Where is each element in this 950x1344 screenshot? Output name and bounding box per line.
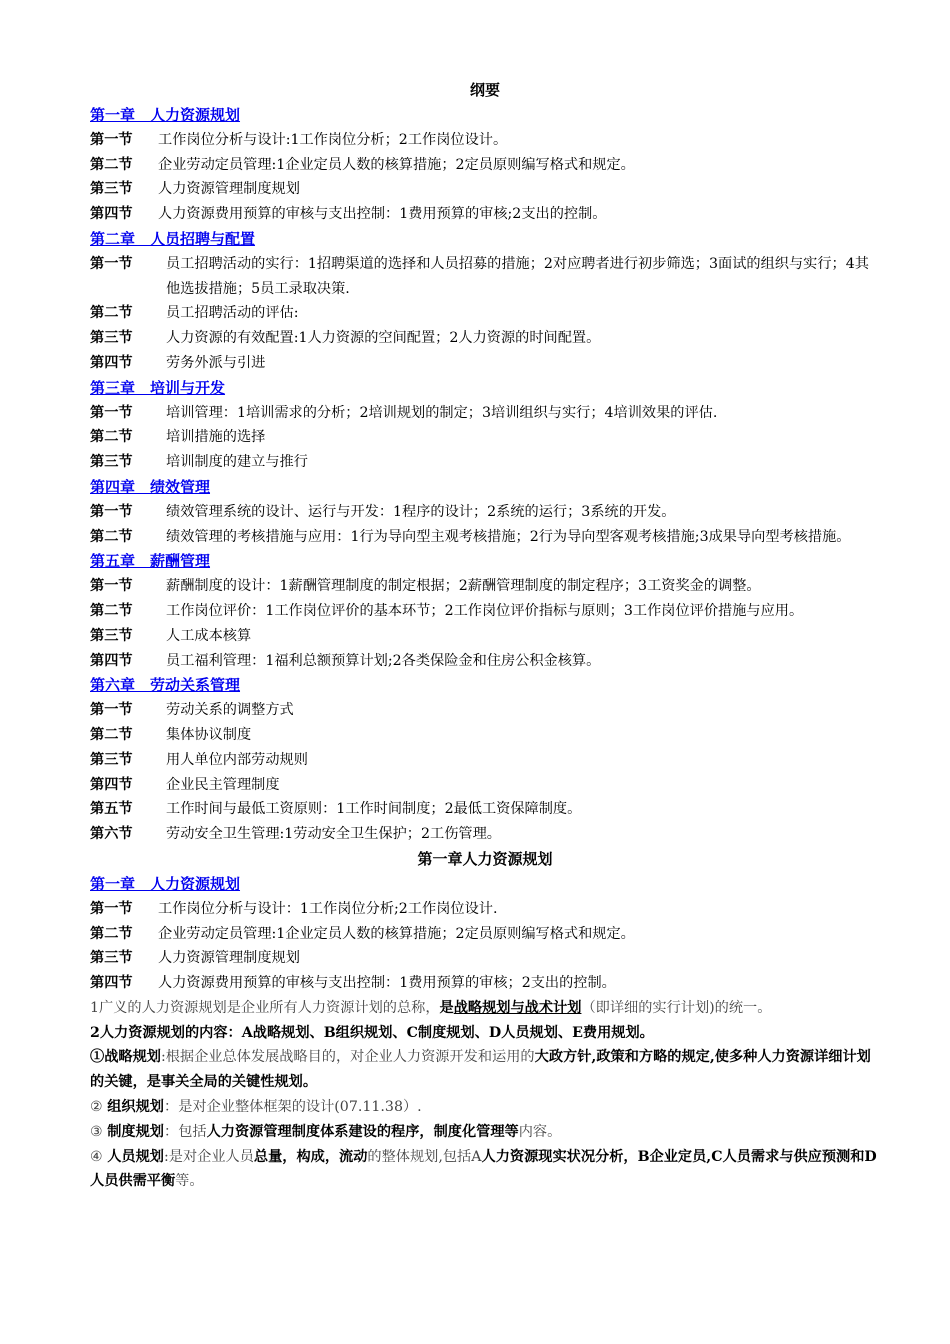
section-label: 第六节 [90, 826, 133, 843]
section-text: 工作岗位分析与设计：1工作岗位分析;2工作岗位设计. [158, 900, 498, 917]
section-text: 工作岗位评价：1工作岗位评价的基本环节；2工作岗位评价指标与原则；3工作岗位评价措施与应用。 [166, 602, 804, 619]
section-row [90, 574, 880, 599]
section-row [90, 525, 880, 550]
page-title: 纲要 [469, 81, 500, 99]
section-row [90, 797, 880, 822]
section-text: 企业民主管理制度 [166, 776, 280, 793]
section-text: 工作岗位分析与设计:1工作岗位分析；2工作岗位设计。 [158, 131, 508, 148]
section-text: 员工招聘活动的评估: [166, 305, 299, 322]
section-label: 第四节 [90, 975, 133, 992]
section-label: 第二节 [90, 925, 133, 942]
section-text: 企业劳动定员管理:1企业定员人数的核算措施；2定员原则编写格式和规定。 [158, 156, 635, 173]
section-text: 绩效管理的考核措施与应用：1行为导向型主观考核措施；2行为导向型客观考核措施;3成果导向型考核措施。 [166, 528, 851, 545]
section-row [90, 202, 880, 227]
section-label: 第二节 [90, 528, 133, 545]
section-text: 员工招聘活动的实行：1招聘渠道的选择和人员招募的措施；2对应聘者进行初步筛选；3面试的组织与实行；4其他选拔措施；5员工录取决策. [166, 255, 869, 297]
p3-term: ①战略规划 [90, 1049, 161, 1066]
section-row [90, 624, 880, 649]
chapter-heading: 第一章人力资源规划 [417, 849, 553, 868]
chapter-link[interactable]: 第一章 人力资源规划 [90, 106, 241, 124]
outline [90, 103, 880, 847]
section-row [90, 649, 880, 674]
section-text: 人力资源管理制度规划 [158, 181, 300, 198]
section-text: 劳动关系的调整方式 [166, 702, 294, 719]
section-label: 第二节 [90, 156, 133, 173]
section-label: 第二节 [90, 602, 133, 619]
section-label: 第一节 [90, 702, 133, 719]
p4-num: ② [90, 1099, 108, 1116]
p6-bold2: 人力资源现实状况分析，B企业定员,C人员需求与供应预测和D人员供需平衡 [90, 1148, 877, 1190]
section-text: 培训管理：1培训需求的分析；2培训规划的制定；3培训组织与实行；4培训效果的评估. [166, 404, 718, 421]
p1-tail: （即详细的实行计划)的统一。 [581, 999, 772, 1016]
p4-term: 组织规划 [107, 1099, 164, 1116]
p1-text: 1广义的人力资源规划是企业所有人力资源计划的总称， [90, 999, 440, 1016]
section-row [90, 971, 880, 996]
paragraph-3 [90, 1045, 880, 1095]
p1-underline: 战略规划与战术计划 [453, 999, 582, 1016]
section-row [90, 153, 880, 178]
p5-text: ：包括 [164, 1123, 207, 1140]
p6-tail: 等。 [175, 1173, 204, 1190]
section-text: 人力资源费用预算的审核与支出控制：1费用预算的审核；2支出的控制。 [158, 975, 616, 992]
section-row [90, 425, 880, 450]
paragraph-1 [90, 996, 880, 1021]
section-label: 第四节 [90, 354, 133, 371]
section-text: 人工成本核算 [166, 627, 252, 644]
p3-text: :根据企业总体发展战略目的，对企业人力资源开发和运用的 [160, 1049, 535, 1066]
p5-num: ③ [90, 1123, 108, 1140]
section-text: 劳动安全卫生管理:1劳动安全卫生保护；2工伤管理。 [166, 826, 501, 843]
section-row [90, 500, 880, 525]
section-row [90, 897, 880, 922]
section-label: 第四节 [90, 776, 133, 793]
section-row [90, 252, 880, 302]
p5-tail: 内容。 [518, 1123, 562, 1140]
section-row [90, 723, 880, 748]
section-text: 企业劳动定员管理:1企业定员人数的核算措施；2定员原则编写格式和规定。 [158, 925, 635, 942]
section-label: 第二节 [90, 726, 133, 743]
section-label: 第四节 [90, 206, 133, 223]
paragraph-2 [90, 1021, 880, 1046]
section-label: 第三节 [90, 950, 133, 967]
section-text: 培训措施的选择 [166, 429, 266, 446]
section-text: 人力资源费用预算的审核与支出控制：1费用预算的审核;2支出的控制。 [158, 206, 607, 223]
section-label: 第三节 [90, 627, 133, 644]
section-row [90, 326, 880, 351]
section-label: 第一节 [90, 503, 133, 520]
section-label: 第四节 [90, 652, 133, 669]
chapter-link[interactable]: 第四章 绩效管理 [90, 477, 211, 496]
section-row [90, 450, 880, 475]
section-label: 第三节 [90, 751, 133, 768]
section-text: 人力资源管理制度规划 [158, 950, 300, 967]
section-row [90, 773, 880, 798]
p5-bold: 人力资源管理制度体系建设的程序，制度化管理等 [206, 1123, 519, 1140]
p6-bold: 总量，构成，流动 [253, 1148, 368, 1165]
p6-mid: 的整体规划,包括A [367, 1148, 482, 1165]
section-row [90, 301, 880, 326]
paragraph-6 [90, 1145, 880, 1195]
section-row [90, 351, 880, 376]
section-label: 第一节 [90, 255, 133, 272]
section-row [90, 599, 880, 624]
chapter-link[interactable]: 第六章 劳动关系管理 [90, 676, 241, 695]
chapter1-sections [90, 897, 880, 996]
p1-bold: 是 [439, 999, 454, 1016]
section-row [90, 748, 880, 773]
section-label: 第二节 [90, 429, 133, 446]
chapter-link[interactable]: 第三章 培训与开发 [90, 378, 226, 397]
section-row [90, 177, 880, 202]
section-text: 薪酬制度的设计：1薪酬管理制度的制定根据；2薪酬管理制度的制定程序；3工资奖金的调整。 [166, 578, 761, 595]
section-row [90, 822, 880, 847]
document-page [90, 78, 880, 1194]
section-label: 第五节 [90, 801, 133, 818]
chapter-link[interactable]: 第五章 薪酬管理 [90, 552, 211, 571]
p3-bold: 大政方针,政策和方略的规定,使多种人力资源详细计划的关键，是事关全局的关键性规划。 [90, 1049, 871, 1091]
section-text: 绩效管理系统的设计、运行与开发：1程序的设计；2系统的运行；3系统的开发。 [166, 503, 676, 520]
section-label: 第一节 [90, 900, 133, 917]
section-label: 第三节 [90, 181, 133, 198]
p5-term: 制度规划 [107, 1123, 164, 1140]
section-label: 第二节 [90, 305, 133, 322]
section-text: 集体协议制度 [166, 726, 252, 743]
section-row [90, 698, 880, 723]
paragraph-5 [90, 1120, 880, 1145]
section-row [90, 946, 880, 971]
section-label: 第三节 [90, 454, 133, 471]
p6-num: ④ [90, 1148, 108, 1165]
p4-text: ：是对企业整体框架的设计(07.11.38）. [164, 1099, 422, 1116]
section-row [90, 922, 880, 947]
section-label: 第一节 [90, 404, 133, 421]
section-text: 用人单位内部劳动规则 [166, 751, 308, 768]
chapter-link[interactable]: 第二章 人员招聘与配置 [90, 229, 256, 248]
section-text: 人力资源的有效配置:1人力资源的空间配置；2人力资源的时间配置。 [166, 330, 601, 347]
section-row [90, 128, 880, 153]
paragraph-4 [90, 1095, 880, 1120]
section-text: 员工福利管理：1福利总额预算计划;2各类保险金和住房公积金核算。 [166, 652, 601, 669]
section-text: 劳务外派与引进 [166, 354, 266, 371]
section-label: 第一节 [90, 578, 133, 595]
section-label: 第三节 [90, 330, 133, 347]
p6-text: :是对企业人员 [164, 1148, 254, 1165]
chapter-link[interactable]: 第一章 人力资源规划 [90, 874, 241, 893]
section-row [90, 401, 880, 426]
section-text: 工作时间与最低工资原则：1工作时间制度；2最低工资保障制度。 [166, 801, 582, 818]
p2-text: 2人力资源规划的内容：A战略规划、B组织规划、C制度规划、D人员规划、E费用规划。 [90, 1024, 654, 1041]
p6-term: 人员规划 [107, 1148, 164, 1165]
section-label: 第一节 [90, 131, 133, 148]
section-text: 培训制度的建立与推行 [166, 454, 308, 471]
